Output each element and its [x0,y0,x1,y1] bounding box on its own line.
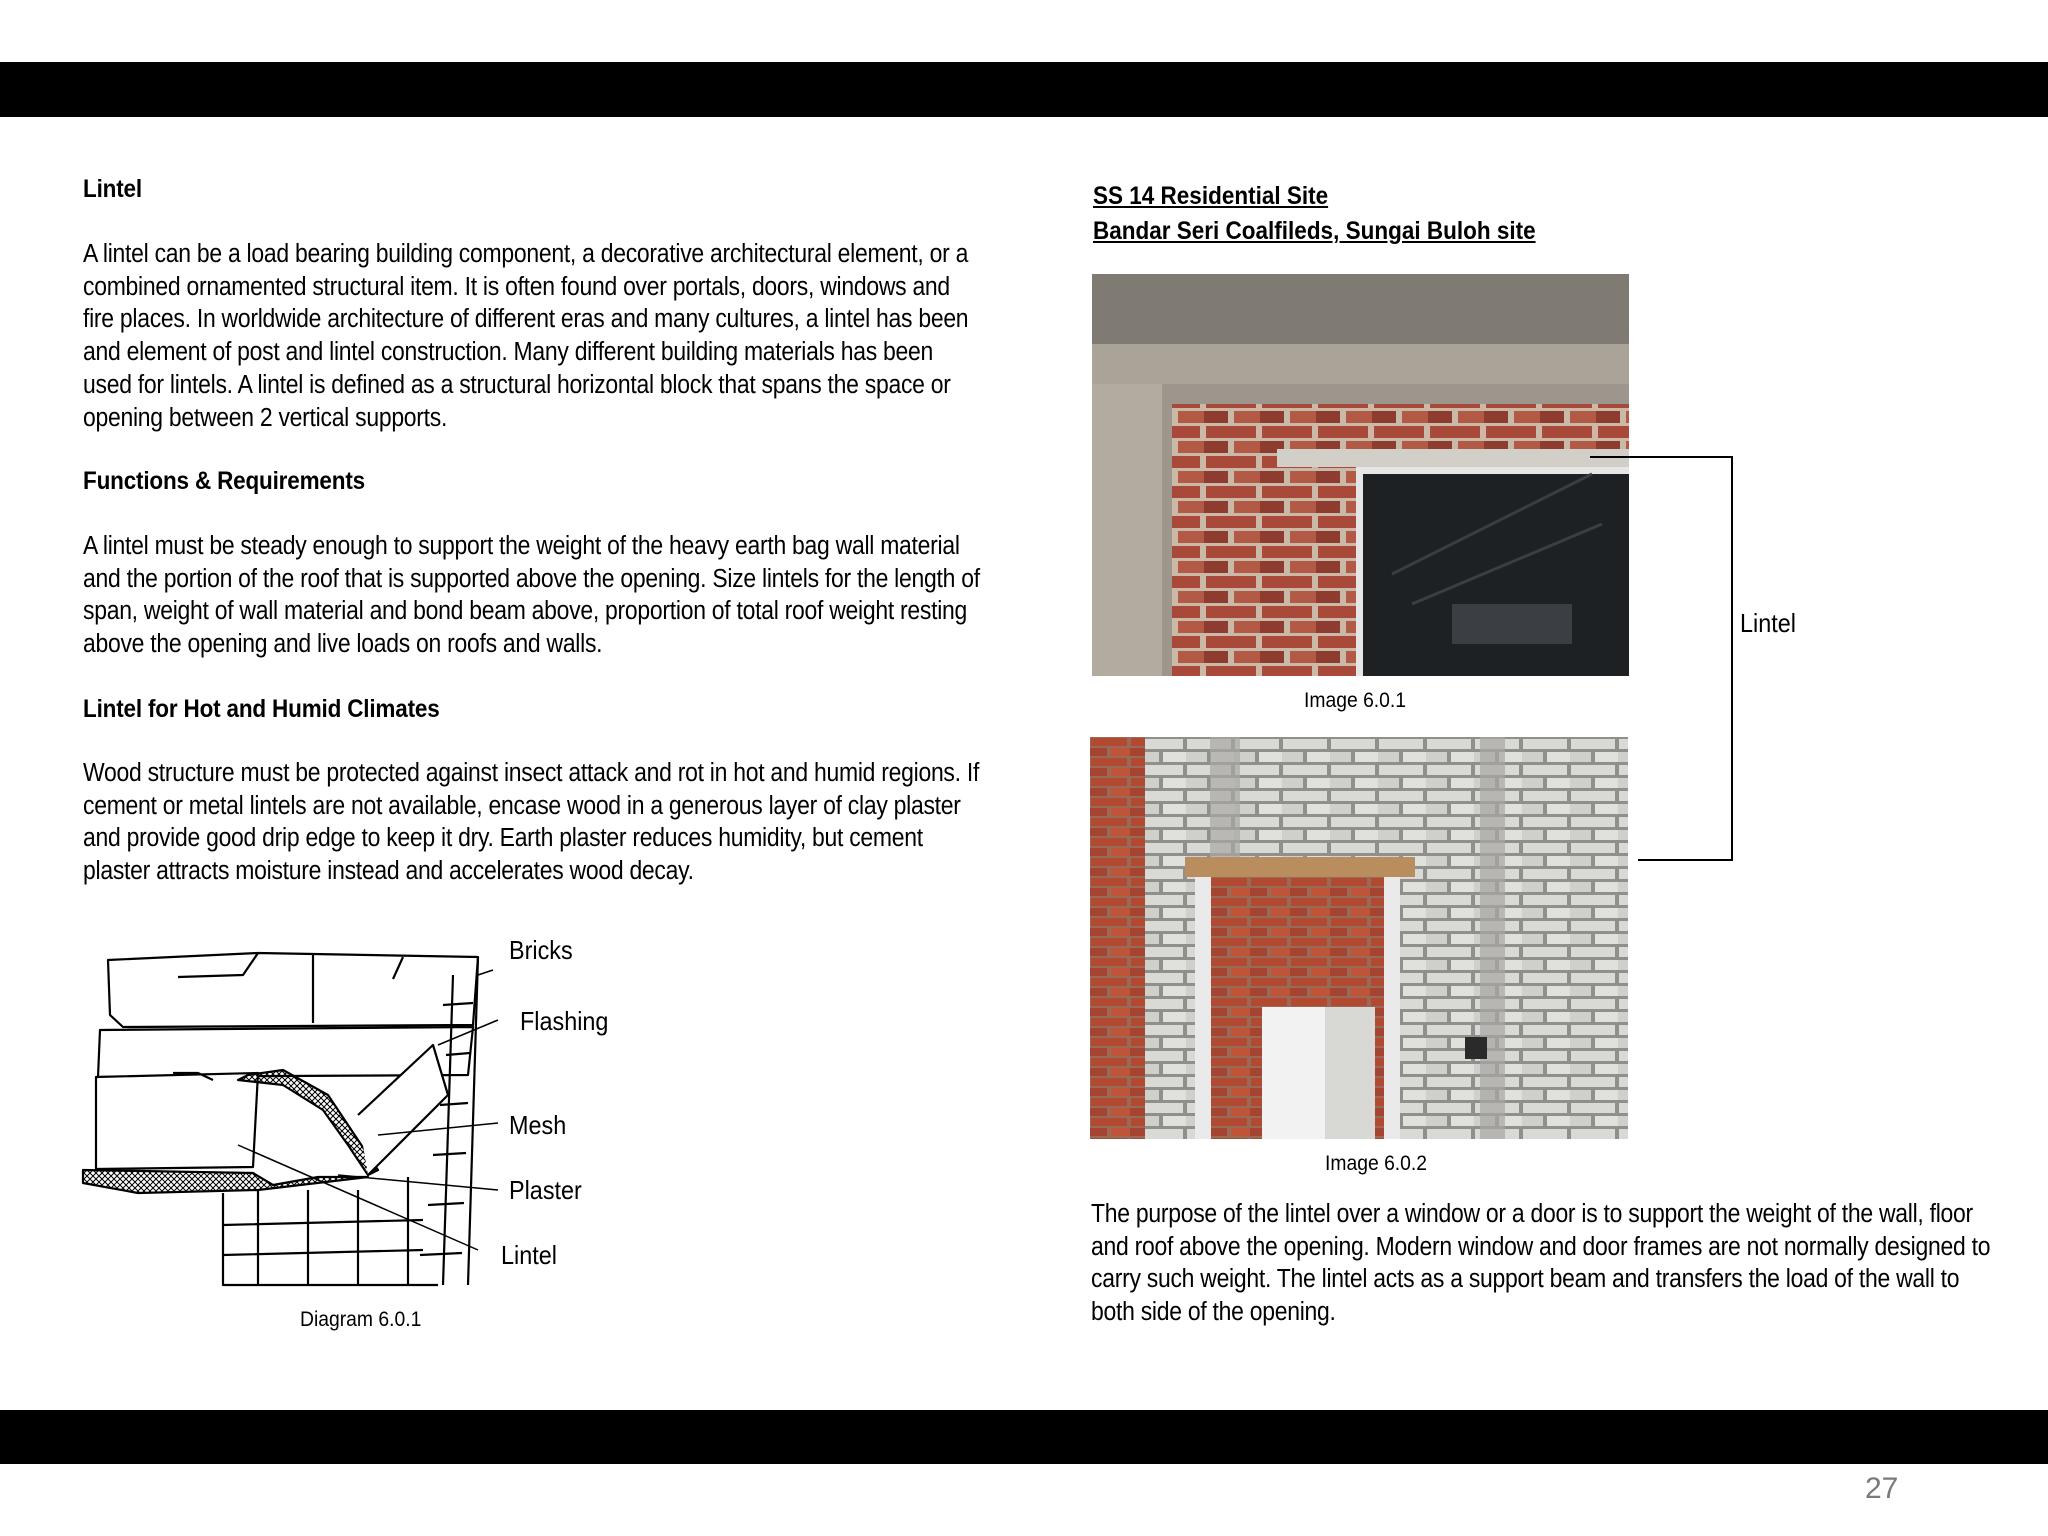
heading-lintel: Lintel [83,175,142,203]
diagram-label-bricks: Bricks [509,935,573,965]
site-title-line-1: SS 14 Residential Site [1093,182,1329,210]
photo-door-lintel [1090,737,1628,1139]
page-number: 27 [1865,1472,1899,1505]
diagram-label-lintel: Lintel [501,1240,557,1270]
heading-functions-requirements: Functions & Requirements [83,467,365,495]
footer-band [0,1410,2048,1464]
image-caption-1: Image 6.0.1 [1304,689,1407,712]
paragraph-hot-humid: Wood structure must be protected against insect attack and rot in hot and humid regions. If cement or metal lintels are not available, encase wood in a generous layer of clay plaster and provide good drip edge to keep it dry. Earth plaster reduces humidity, but cement plaster attracts moisture instead and accelerates wood decay. [83,759,980,886]
photo-window-lintel [1092,274,1629,676]
site-title-line-2: Bandar Seri Coalfileds, Sungai Buloh site [1093,217,1536,245]
diagram-label-plaster: Plaster [509,1175,582,1205]
heading-hot-humid-climates: Lintel for Hot and Humid Climates [83,695,440,723]
header-band [0,62,2048,117]
paragraph-lintel-purpose: The purpose of the lintel over a window or a door is to support the weight of the wall, floor and roof above the opening. Modern window and door frames are not normally designed to carry such weight. The lintel acts as a support beam and transfers the load of the wall to both side of the opening. [1091,1200,1991,1327]
lintel-bracket [1590,455,1735,865]
paragraph-lintel-definition: A lintel can be a load bearing building component, a decorative architectural element, or a combined ornamented structural item. It is often found over portals, doors, windows and fire places. In worldwide architecture of different eras and many cultures, a lintel has been and element of post and lintel construction. Many different building materials has been used for lintels. A lintel is defined as a structural horizontal block that spans the space or opening between 2 vertical supports. [83,240,969,432]
image-caption-2: Image 6.0.2 [1325,1152,1428,1175]
diagram-label-mesh: Mesh [509,1110,567,1140]
diagram-label-flashing: Flashing [520,1006,609,1036]
diagram-caption: Diagram 6.0.1 [300,1308,422,1331]
lintel-diagram [78,945,518,1295]
paragraph-functions: A lintel must be steady enough to support the weight of the heavy earth bag wall material and the portion of the roof that is supported above the opening. Size lintels for the length of span, weight of wall material and bond beam above, proportion of total roof weight resting above the opening and live loads on roofs and walls. [83,532,980,659]
bracket-label-lintel: Lintel [1740,608,1796,638]
